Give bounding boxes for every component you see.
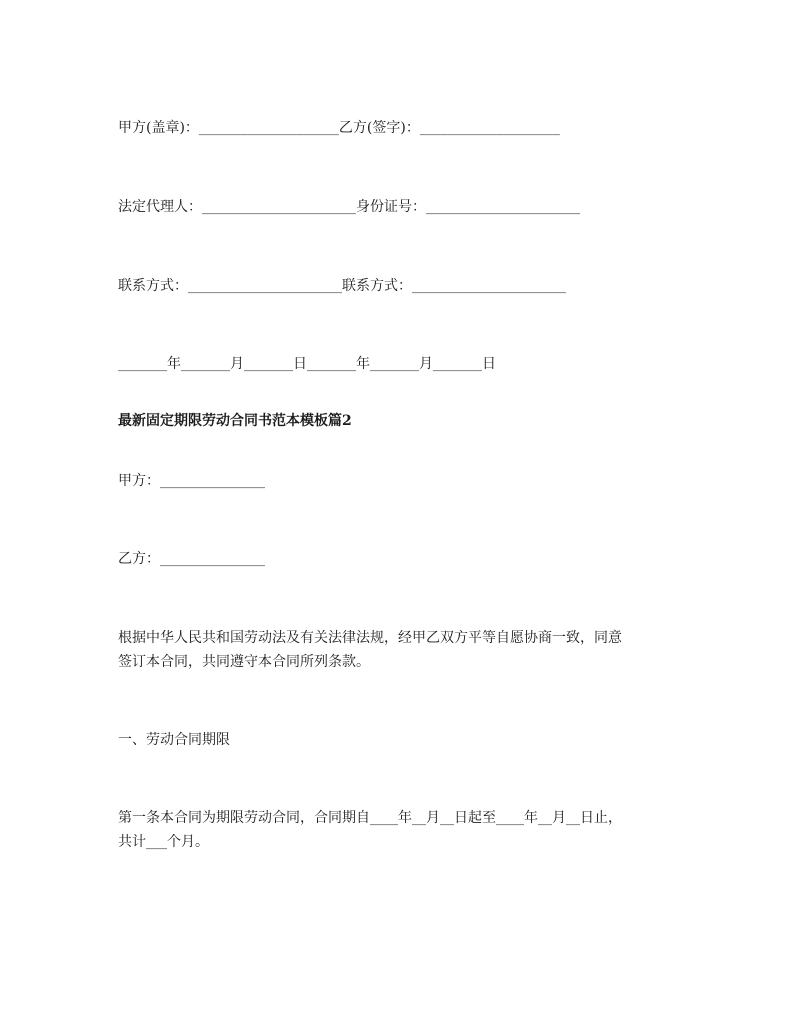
preamble-paragraph [118, 626, 688, 674]
date-line: _______年_______月_______日_______年_______月_______日 [118, 356, 496, 372]
chapter-title: 一、劳动合同期限 [118, 732, 230, 748]
section-title: 最新固定期限劳动合同书范本模板篇2 [118, 413, 352, 429]
legal-representative-line: 法定代理人：______________________身份证号：______________________ [118, 199, 580, 215]
article-1-line-2: 共计___个月。 [118, 834, 209, 850]
article-1-paragraph [118, 806, 688, 854]
contact-info-line: 联系方式：______________________联系方式：______________________ [118, 278, 566, 294]
article-1-line-1: 第一条本合同为期限劳动合同，合同期自____年__月__日起至____年__月__日止， [118, 810, 622, 826]
preamble-line-2: 签订本合同，共同遵守本合同所列条款。 [118, 654, 370, 670]
preamble-line-1: 根据中华人民共和国劳动法及有关法律法规，经甲乙双方平等自愿协商一致，同意 [118, 630, 622, 646]
party-b-line: 乙方：_______________ [118, 551, 265, 567]
party-a-line: 甲方：_______________ [118, 473, 265, 489]
party-a-signature-line: 甲方(盖章)：____________________乙方(签字)：____________________ [118, 120, 560, 136]
